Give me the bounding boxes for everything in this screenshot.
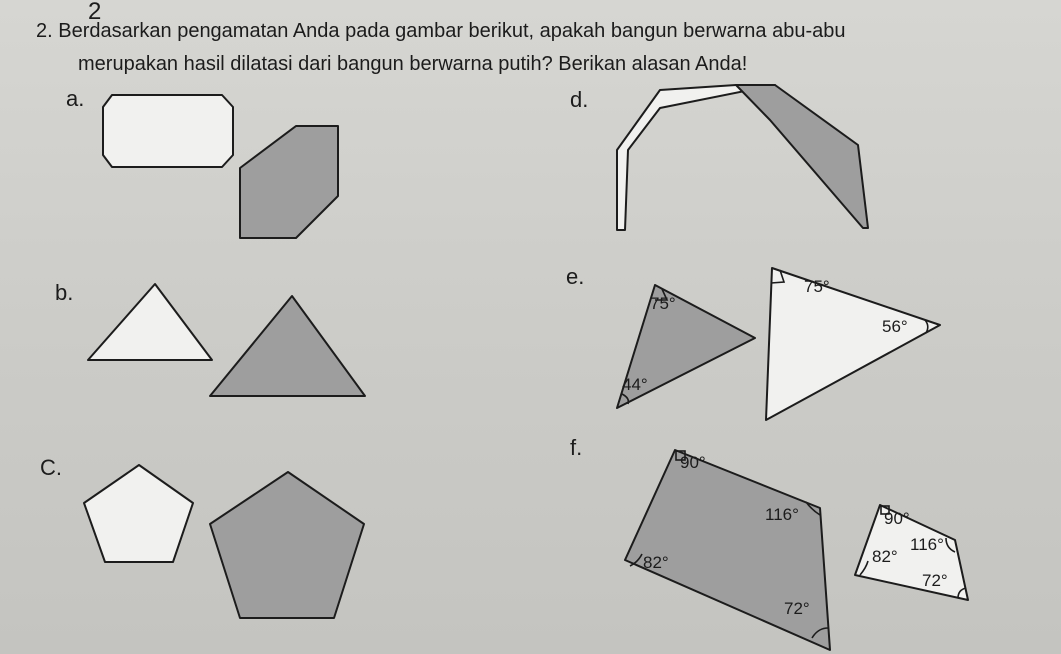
angle-label-f-white-right: 116° bbox=[910, 535, 944, 554]
angle-label-f-gray-topleft: 90° bbox=[680, 453, 706, 472]
label-part-c: C. bbox=[40, 455, 62, 480]
label-part-f: f. bbox=[570, 435, 583, 460]
figure-c-white-pentagon bbox=[84, 465, 193, 562]
figure-d-white-chevron bbox=[617, 85, 775, 230]
label-part-e: e. bbox=[566, 264, 585, 289]
angle-label-f-white-bottom: 72° bbox=[922, 571, 948, 590]
question-text-line-1: 2. Berdasarkan pengamatan Anda pada gambar berikut, apakah bangun berwarna abu-abu bbox=[36, 20, 846, 42]
angle-label-f-gray-topright: 116° bbox=[765, 505, 799, 524]
angle-label-e-white-top: 75° bbox=[804, 277, 830, 296]
angle-label-e-white-right: 56° bbox=[882, 317, 908, 336]
figure-a-gray-shape bbox=[240, 126, 338, 238]
figure-f-gray-quadrilateral bbox=[625, 450, 830, 650]
figure-b-gray-triangle bbox=[210, 296, 365, 396]
page-number: 2 bbox=[88, 0, 102, 25]
figure-d-gray-chevron bbox=[736, 85, 868, 228]
angle-label-f-gray-left: 82° bbox=[643, 553, 669, 572]
angle-label-f-gray-bottom: 72° bbox=[784, 599, 810, 618]
question-text-line-2: merupakan hasil dilatasi dari bangun berwarna putih? Berikan alasan Anda! bbox=[78, 53, 748, 75]
label-part-b: b. bbox=[55, 280, 74, 305]
label-part-d: d. bbox=[570, 87, 589, 112]
angle-label-e-gray-bottom: 44° bbox=[622, 375, 648, 394]
figure-b-white-triangle bbox=[88, 284, 212, 360]
angle-label-e-gray-top: 75° bbox=[650, 294, 676, 313]
figure-e-white-triangle bbox=[766, 268, 940, 420]
angle-label-f-white-left: 82° bbox=[872, 547, 898, 566]
label-part-a: a. bbox=[66, 86, 85, 111]
angle-label-f-white-top: 90° bbox=[884, 509, 910, 528]
figure-c-gray-pentagon bbox=[210, 472, 364, 618]
figure-a-white-shape bbox=[103, 95, 233, 167]
